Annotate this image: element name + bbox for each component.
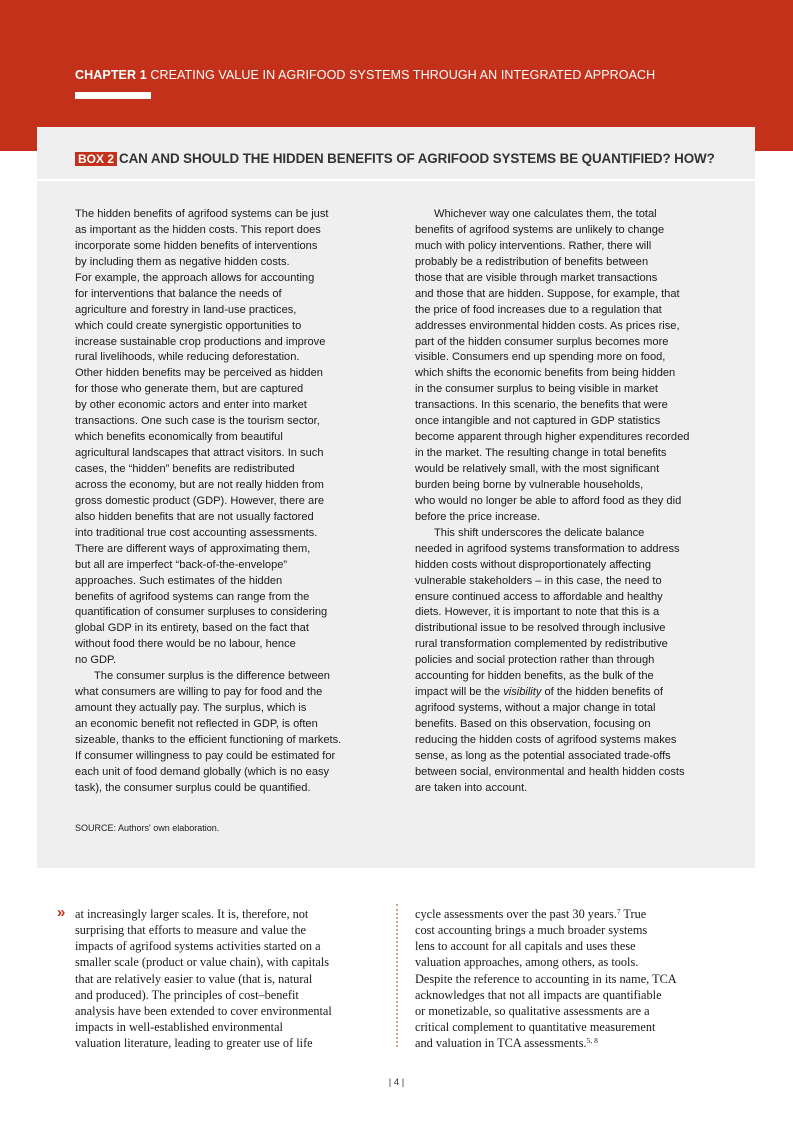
text-line: policies and social protection rather than through (415, 654, 655, 667)
text-segment: and valuation in TCA assessments. (415, 1036, 587, 1051)
text-line: increase sustainable crop productions and improve (75, 335, 326, 348)
text-line: benefits of agrifood systems are unlikely to change (415, 223, 665, 236)
text-line: rural transformation complemented by redistributive (415, 638, 668, 651)
text-line: gross domestic product (GDP). However, there are (75, 494, 325, 507)
text-line: Despite the reference to accounting in its name, TCA (415, 971, 677, 986)
box-left-column (75, 207, 380, 797)
text-line: visible. Consumers end up spending more on food, (415, 351, 666, 364)
text-line: needed in agrifood systems transformation to address (415, 542, 680, 555)
text-line: probably be a redistribution of benefits between (415, 255, 649, 268)
text-line: sizeable, thanks to the efficient functioning of markets. (75, 733, 342, 746)
text-line: much with policy interventions. Rather, there will (415, 239, 652, 252)
text-line: are taken into account. (415, 781, 528, 794)
text-line: what consumers are willing to pay for food and the (75, 686, 323, 699)
text-line: task), the consumer surplus could be quantified. (75, 781, 311, 794)
text-line: in the consumer surplus to being visible in market (415, 383, 658, 396)
box-2 (37, 127, 755, 868)
text-line: hidden costs without disproportionately affecting (415, 558, 651, 571)
text-line: diets. However, it is important to note that this is a (415, 606, 660, 619)
text-line: in the market. The resulting change in total benefits (415, 447, 667, 460)
text-line: incorporate some hidden benefits of interventions (75, 239, 318, 252)
text-line: into traditional true cost accounting assessments. (75, 526, 318, 539)
continuation-chevron-icon: » (57, 904, 66, 921)
text-line: amount they actually pay. The surplus, which is (75, 702, 307, 715)
text-line: cost accounting brings a much broader systems (415, 923, 648, 938)
text-line: as important as the hidden costs. This report does (75, 223, 321, 236)
box-label: BOX 2 (75, 152, 117, 166)
chapter-title: CREATING VALUE IN AGRIFOOD SYSTEMS THROUGH AN INTEGRATED APPROACH (150, 68, 656, 82)
text-line: between social, environmental and health hidden costs (415, 765, 685, 778)
text-line: vulnerable stakeholders – in this case, the need to (415, 574, 662, 587)
footnote-ref: 5, 8 (586, 1036, 598, 1046)
text-line: If consumer willingness to pay could be estimated for (75, 749, 336, 762)
text-line: those that are visible through market transactions (415, 271, 658, 284)
text-line: cases, the “hidden” benefits are redistributed (75, 463, 295, 475)
text-line: which benefits economically from beautiful (75, 431, 283, 444)
text-line (415, 906, 677, 922)
text-line: impacts in well-established environmental (75, 1019, 283, 1034)
text-line: Whichever way one calculates them, the total (434, 208, 657, 220)
text-line: global GDP in its entirety, based on the fact that (75, 622, 309, 635)
text-line: each unit of food demand globally (which is no easy (75, 765, 330, 778)
text-line: become apparent through higher expenditures recorded (415, 431, 690, 444)
text-line: There are different ways of approximating them, (75, 542, 311, 555)
text-line: across the economy, but are not really hidden from (75, 478, 324, 491)
chapter-label: CHAPTER 1 (75, 68, 147, 82)
text-line: distributional issue to be resolved through inclusive (415, 622, 666, 635)
box-right-column (415, 207, 725, 797)
text-line: impacts of agrifood systems activities started on a (75, 939, 321, 954)
text-line: before the price increase. (415, 510, 541, 523)
text-line: smaller scale (product or value chain), with capitals (75, 955, 330, 970)
box-title: CAN AND SHOULD THE HIDDEN BENEFITS OF AGRIFOOD SYSTEMS BE QUANTIFIED? HOW? (119, 151, 715, 166)
text-line: valuation approaches, among others, as tools. (415, 955, 639, 970)
text-line: Other hidden benefits may be perceived as hidden (75, 367, 323, 380)
text-line: lens to account for all capitals and uses these (415, 939, 636, 954)
text-line: agriculture and forestry in land-use practices, (75, 303, 297, 316)
text-line: that are relatively easier to value (that is, natural (75, 971, 313, 986)
text-line: part of the hidden consumer surplus becomes more (415, 335, 669, 348)
text-line: addresses environmental hidden costs. As prices rise, (415, 319, 680, 332)
text-line: no GDP. (75, 654, 117, 667)
text-line: transactions. One such case is the tourism sector, (75, 415, 320, 428)
text-line: by other economic actors and enter into market (75, 399, 307, 412)
text-line: valuation literature, leading to greater use of life (75, 1036, 313, 1051)
text-line: for those who generate them, but are captured (75, 383, 304, 396)
text-line (415, 1035, 677, 1051)
box-header (37, 127, 755, 181)
text-line: surprising that efforts to measure and value the (75, 923, 306, 938)
body-left-column (75, 906, 332, 1051)
text-line: for interventions that balance the needs of (75, 287, 282, 300)
footnote-ref: 7 (616, 907, 621, 916)
text-line: analysis have been extended to cover environmental (75, 1003, 332, 1018)
text-line: or monetizable, so qualitative assessments are a (415, 1003, 650, 1018)
text-line: without food there would be no labour, hence (75, 638, 296, 651)
text-line: sense, as long as the potential associated trade-offs (415, 749, 671, 762)
text-line: approaches. Such estimates of the hidden (75, 574, 283, 587)
text-line: acknowledges that not all impacts are quantifiable (415, 987, 662, 1002)
text-line: transactions. In this scenario, the benefits that were (415, 399, 668, 412)
box-source-note: SOURCE: Authors' own elaboration. (75, 823, 220, 833)
chapter-underline-bar (75, 92, 151, 99)
chapter-heading (75, 68, 655, 82)
text-line: rural livelihoods, while reducing deforestation. (75, 351, 300, 364)
text-line: The consumer surplus is the difference between (94, 670, 330, 683)
text-line: once intangible and not captured in GDP statistics (415, 415, 661, 428)
body-right-column (415, 906, 677, 1051)
text-line: ensure continued access to affordable and healthy (415, 590, 663, 603)
text-segment: impact will be the (415, 686, 501, 699)
text-segment: cycle assessments over the past 30 years. (415, 907, 617, 921)
text-line: also hidden benefits that are not usually factored (75, 510, 314, 523)
text-line: benefits. Based on this observation, focusing on (415, 718, 651, 730)
text-line: For example, the approach allows for accounting (75, 271, 315, 284)
text-line: and those that are hidden. Suppose, for example, that (415, 287, 680, 300)
text-line: at increasingly larger scales. It is, therefore, not (75, 907, 309, 921)
text-line: accounting for hidden benefits, as the bulk of the (415, 670, 654, 683)
emphasis-visibility: visibility (503, 686, 542, 699)
text-line: an economic benefit not reflected in GDP, is often (75, 718, 318, 730)
text-line: but all are imperfect “back-of-the-envelope” (75, 558, 288, 571)
text-segment: True (623, 907, 647, 921)
column-divider (396, 904, 398, 1047)
text-line: which shifts the economic benefits from being hidden (415, 367, 676, 380)
text-line: which could create synergistic opportunities to (75, 319, 302, 332)
text-line: would be relatively small, with the most significant (415, 463, 660, 475)
text-line: This shift underscores the delicate balance (434, 526, 645, 539)
text-line: the price of food increases due to a regulation that (415, 303, 662, 316)
text-line (415, 685, 725, 701)
text-line: agricultural landscapes that attract visitors. In such (75, 447, 324, 460)
text-line: quantification of consumer surpluses to considering (75, 606, 328, 619)
text-line: benefits of agrifood systems can range from the (75, 590, 310, 603)
text-line: burden being borne by vulnerable households, (415, 478, 644, 491)
text-segment: of the hidden benefits of (544, 686, 663, 699)
text-line: critical complement to quantitative measurement (415, 1019, 656, 1034)
text-line: and produced). The principles of cost–benefit (75, 987, 299, 1002)
text-line: by including them as negative hidden costs. (75, 255, 290, 268)
text-line: The hidden benefits of agrifood systems can be just (75, 208, 329, 220)
text-line: reducing the hidden costs of agrifood systems makes (415, 733, 677, 746)
text-line: agrifood systems, without a major change in total (415, 702, 656, 715)
page-number: | 4 | (388, 1077, 405, 1088)
text-line: who would no longer be able to afford food as they did (415, 494, 682, 507)
